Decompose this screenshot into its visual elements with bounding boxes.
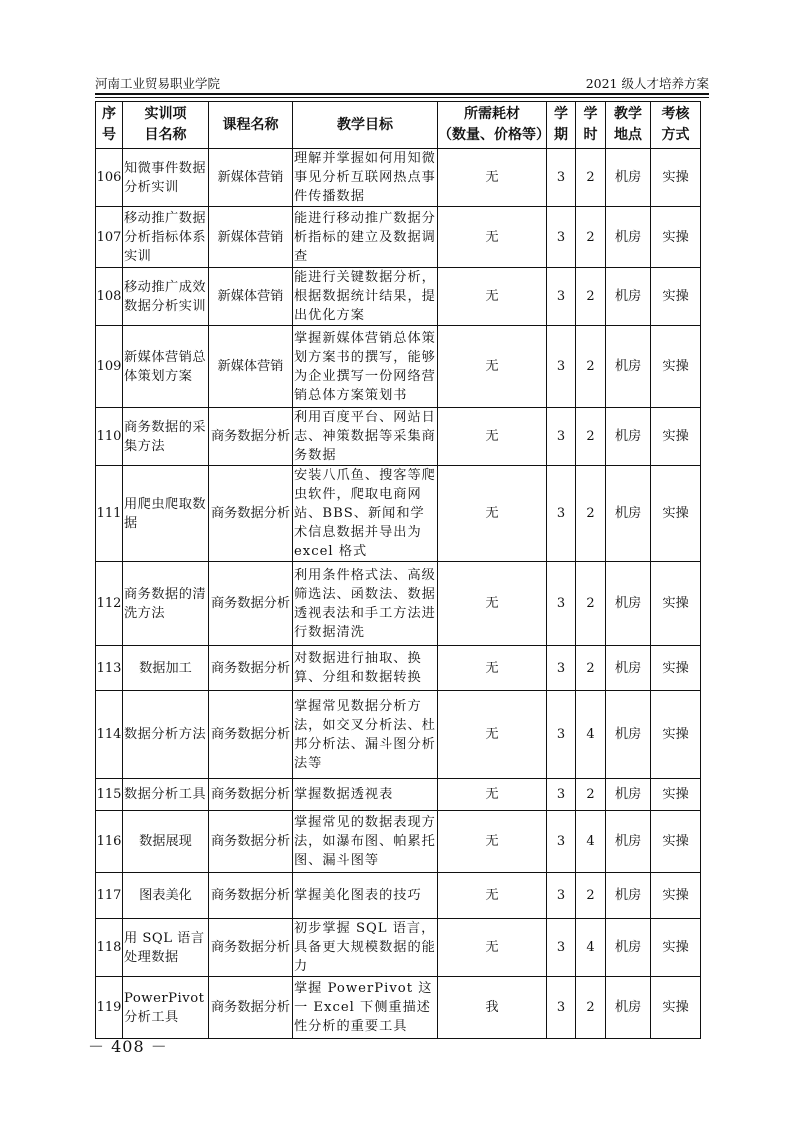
- row-project-name: 数据展现: [123, 811, 209, 873]
- row-project-name: 移动推广数据分析指标体系实训: [123, 207, 209, 268]
- row-course: 商务数据分析: [209, 646, 293, 691]
- row-hours: 4: [576, 691, 606, 779]
- row-exam: 实操: [651, 207, 701, 268]
- row-exam: 实操: [651, 562, 701, 646]
- row-hours: 2: [576, 977, 606, 1039]
- row-term: 3: [547, 977, 576, 1039]
- row-place: 机房: [606, 873, 651, 919]
- training-table: [95, 101, 701, 1039]
- table-row: [96, 268, 701, 326]
- row-exam: 实操: [651, 919, 701, 977]
- row-goal: 对数据进行抽取、换算、分组和数据转换: [293, 646, 438, 691]
- table-row: [96, 873, 701, 919]
- row-hours: 4: [576, 919, 606, 977]
- col-materials-header: 所需耗材 （数量、价格等）: [438, 102, 547, 149]
- row-course: 商务数据分析: [209, 779, 293, 811]
- row-no: 106: [96, 149, 123, 207]
- row-no: 108: [96, 268, 123, 326]
- row-no: 107: [96, 207, 123, 268]
- table-row: [96, 919, 701, 977]
- row-project-name: 移动推广成效数据分析实训: [123, 268, 209, 326]
- row-materials: 无: [438, 873, 547, 919]
- row-place: 机房: [606, 408, 651, 466]
- row-project-name: 知微事件数据分析实训: [123, 149, 209, 207]
- row-exam: 实操: [651, 466, 701, 562]
- row-goal: 能进行关键数据分析，根据数据统计结果，提出优化方案: [293, 268, 438, 326]
- row-course: 商务数据分析: [209, 691, 293, 779]
- col-hours-header: 学 时: [576, 102, 606, 149]
- row-place: 机房: [606, 562, 651, 646]
- row-hours: 2: [576, 646, 606, 691]
- row-project-name: 数据分析工具: [123, 779, 209, 811]
- row-course: 新媒体营销: [209, 207, 293, 268]
- table-row: [96, 408, 701, 466]
- col-no-header: 序 号: [96, 102, 123, 149]
- row-hours: 2: [576, 466, 606, 562]
- header-rule-thick: [95, 93, 709, 95]
- row-materials: 无: [438, 691, 547, 779]
- row-project-name: 商务数据的清洗方法: [123, 562, 209, 646]
- row-exam: 实操: [651, 149, 701, 207]
- row-hours: 2: [576, 408, 606, 466]
- row-term: 3: [547, 873, 576, 919]
- row-term: 3: [547, 562, 576, 646]
- row-term: 3: [547, 207, 576, 268]
- row-hours: 2: [576, 268, 606, 326]
- row-project-name: 数据加工: [123, 646, 209, 691]
- row-course: 商务数据分析: [209, 919, 293, 977]
- row-course: 商务数据分析: [209, 408, 293, 466]
- row-no: 110: [96, 408, 123, 466]
- row-goal: 掌握常见数据分析方法，如交叉分析法、杜邦分析法、漏斗图分析法等: [293, 691, 438, 779]
- row-exam: 实操: [651, 326, 701, 408]
- row-no: 112: [96, 562, 123, 646]
- table-row: [96, 977, 701, 1039]
- row-place: 机房: [606, 207, 651, 268]
- page-header: [95, 72, 709, 92]
- row-project-name: PowerPivot 分析工具: [123, 977, 209, 1039]
- header-plan: 2021 级人才培养方案: [585, 76, 709, 91]
- row-exam: 实操: [651, 691, 701, 779]
- row-course: 新媒体营销: [209, 149, 293, 207]
- row-term: 3: [547, 779, 576, 811]
- row-term: 3: [547, 326, 576, 408]
- row-materials: 无: [438, 326, 547, 408]
- row-no: 113: [96, 646, 123, 691]
- row-goal: 能进行移动推广数据分析指标的建立及数据调查: [293, 207, 438, 268]
- table-row: [96, 779, 701, 811]
- row-exam: 实操: [651, 811, 701, 873]
- table-row: [96, 811, 701, 873]
- row-hours: 2: [576, 149, 606, 207]
- table-row: [96, 691, 701, 779]
- row-no: 115: [96, 779, 123, 811]
- table-row: [96, 149, 701, 207]
- row-goal: 利用百度平台、网站日志、神策数据等采集商务数据: [293, 408, 438, 466]
- row-exam: 实操: [651, 646, 701, 691]
- row-materials: 无: [438, 562, 547, 646]
- row-course: 新媒体营销: [209, 268, 293, 326]
- row-goal: 理解并掌握如何用知微事见分析互联网热点事件传播数据: [293, 149, 438, 207]
- row-materials: 无: [438, 149, 547, 207]
- row-project-name: 商务数据的采集方法: [123, 408, 209, 466]
- row-exam: 实操: [651, 779, 701, 811]
- row-place: 机房: [606, 466, 651, 562]
- row-term: 3: [547, 268, 576, 326]
- header-school: 河南工业贸易职业学院: [95, 76, 221, 91]
- table-row: [96, 466, 701, 562]
- row-exam: 实操: [651, 268, 701, 326]
- row-course: 商务数据分析: [209, 562, 293, 646]
- table-header-row: [96, 102, 701, 149]
- row-place: 机房: [606, 919, 651, 977]
- row-no: 111: [96, 466, 123, 562]
- row-project-name: 图表美化: [123, 873, 209, 919]
- row-course: 商务数据分析: [209, 977, 293, 1039]
- row-place: 机房: [606, 268, 651, 326]
- row-hours: 4: [576, 811, 606, 873]
- row-materials: 无: [438, 811, 547, 873]
- row-no: 117: [96, 873, 123, 919]
- row-materials: 无: [438, 466, 547, 562]
- row-goal: 掌握数据透视表: [293, 779, 438, 811]
- col-term-header: 学 期: [547, 102, 576, 149]
- row-no: 109: [96, 326, 123, 408]
- row-exam: 实操: [651, 873, 701, 919]
- row-course: 商务数据分析: [209, 873, 293, 919]
- row-materials: 无: [438, 207, 547, 268]
- row-project-name: 用爬虫爬取数据: [123, 466, 209, 562]
- row-goal: 掌握新媒体营销总体策划方案书的撰写，能够为企业撰写一份网络营销总体方案策划书: [293, 326, 438, 408]
- table-row: [96, 562, 701, 646]
- col-place-header: 教学 地点: [606, 102, 651, 149]
- row-goal: 利用条件格式法、高级筛选法、函数法、数据透视表法和手工方法进行数据清洗: [293, 562, 438, 646]
- col-name-header: 实训项 目名称: [123, 102, 209, 149]
- row-no: 118: [96, 919, 123, 977]
- row-course: 商务数据分析: [209, 466, 293, 562]
- row-place: 机房: [606, 779, 651, 811]
- row-hours: 2: [576, 207, 606, 268]
- table-row: [96, 646, 701, 691]
- row-term: 3: [547, 646, 576, 691]
- row-materials: 无: [438, 408, 547, 466]
- row-hours: 2: [576, 326, 606, 408]
- col-course-header: 课程名称: [209, 102, 293, 149]
- row-goal: 掌握常见的数据表现方法，如瀑布图、帕累托图、漏斗图等: [293, 811, 438, 873]
- row-term: 3: [547, 466, 576, 562]
- row-materials: 无: [438, 779, 547, 811]
- row-goal: 掌握 PowerPivot 这一 Excel 下侧重描述性分析的重要工具: [293, 977, 438, 1039]
- row-place: 机房: [606, 691, 651, 779]
- row-place: 机房: [606, 149, 651, 207]
- row-materials: 我: [438, 977, 547, 1039]
- row-exam: 实操: [651, 977, 701, 1039]
- row-term: 3: [547, 149, 576, 207]
- page-number: － 408 －: [88, 1037, 168, 1056]
- row-materials: 无: [438, 646, 547, 691]
- row-place: 机房: [606, 811, 651, 873]
- row-place: 机房: [606, 977, 651, 1039]
- header-rule-thin: [95, 97, 709, 98]
- row-exam: 实操: [651, 408, 701, 466]
- row-place: 机房: [606, 646, 651, 691]
- row-project-name: 数据分析方法: [123, 691, 209, 779]
- row-course: 新媒体营销: [209, 326, 293, 408]
- col-goal-header: 教学目标: [293, 102, 438, 149]
- row-goal: 初步掌握 SQL 语言，具备更大规模数据的能力: [293, 919, 438, 977]
- row-term: 3: [547, 919, 576, 977]
- table-row: [96, 326, 701, 408]
- row-project-name: 用 SQL 语言处理数据: [123, 919, 209, 977]
- row-hours: 2: [576, 779, 606, 811]
- row-materials: 无: [438, 919, 547, 977]
- row-no: 119: [96, 977, 123, 1039]
- row-hours: 2: [576, 562, 606, 646]
- row-term: 3: [547, 691, 576, 779]
- row-goal: 安装八爪鱼、搜客等爬虫软件，爬取电商网站、BBS、新闻和学术信息数据并导出为 excel 格式: [293, 466, 438, 562]
- row-no: 116: [96, 811, 123, 873]
- row-course: 商务数据分析: [209, 811, 293, 873]
- row-hours: 2: [576, 873, 606, 919]
- row-term: 3: [547, 811, 576, 873]
- col-exam-header: 考核 方式: [651, 102, 701, 149]
- row-term: 3: [547, 408, 576, 466]
- row-place: 机房: [606, 326, 651, 408]
- row-goal: 掌握美化图表的技巧: [293, 873, 438, 919]
- table-row: [96, 207, 701, 268]
- row-materials: 无: [438, 268, 547, 326]
- row-project-name: 新媒体营销总体策划方案: [123, 326, 209, 408]
- row-no: 114: [96, 691, 123, 779]
